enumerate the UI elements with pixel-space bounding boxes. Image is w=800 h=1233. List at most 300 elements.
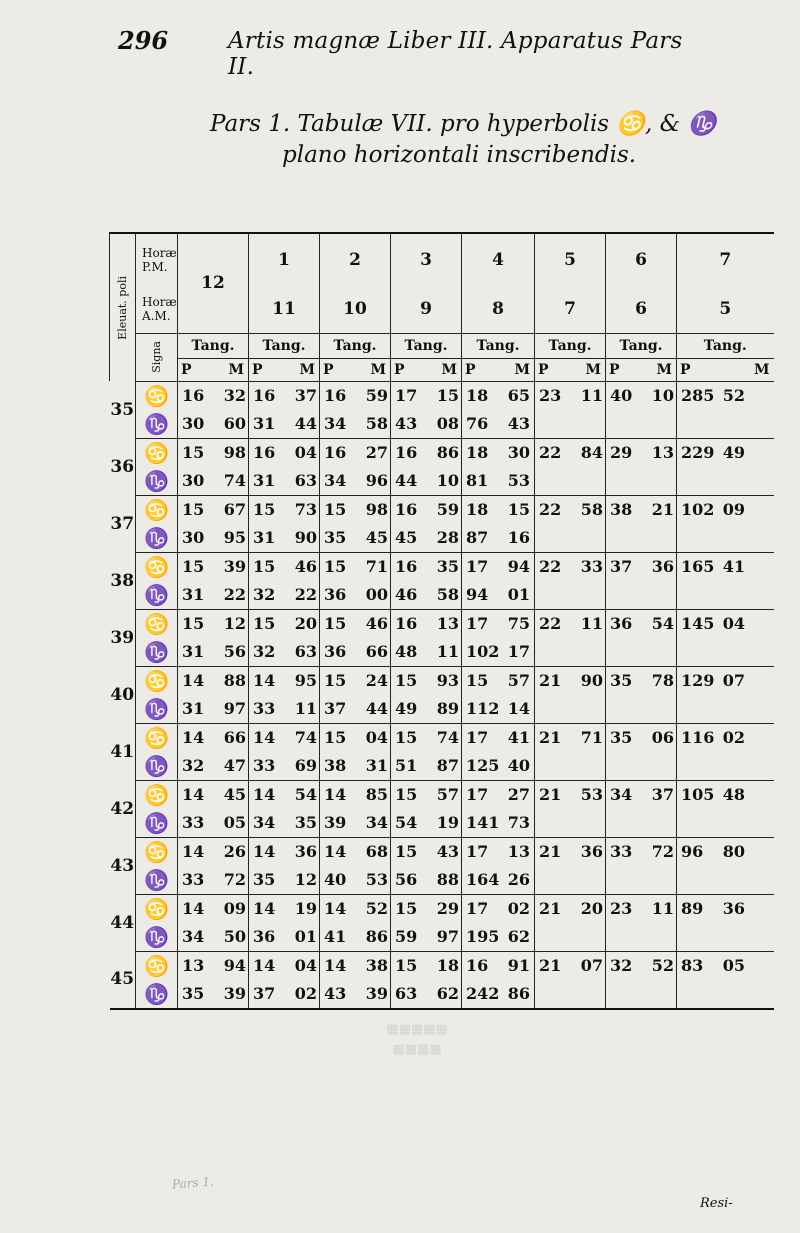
table-cell	[178, 923, 249, 952]
pm-header	[249, 358, 320, 381]
degrees-value: 22	[539, 557, 562, 576]
pm-header	[462, 358, 535, 381]
table-cell	[178, 951, 249, 980]
table-cell	[178, 609, 249, 638]
degrees-value: 33	[610, 842, 633, 861]
minutes-value: 07	[722, 671, 745, 690]
table-cell	[535, 980, 606, 1009]
table-cell	[462, 951, 535, 980]
degrees-value: 14	[253, 785, 276, 804]
tang-header: Tang.	[391, 333, 462, 358]
cancer-sign: ♋	[136, 666, 178, 695]
degrees-value: 31	[253, 414, 276, 433]
table-cell	[677, 638, 774, 667]
degrees-value: 40	[610, 386, 633, 405]
degrees-value: 116	[681, 728, 715, 747]
table-cell	[178, 552, 249, 581]
table-cell	[249, 894, 320, 923]
table-cell	[178, 381, 249, 410]
table-cell	[677, 666, 774, 695]
degrees-value: 29	[610, 443, 633, 462]
table-cell	[320, 638, 391, 667]
degrees-value: 14	[182, 728, 205, 747]
minutes-value: 27	[365, 443, 388, 462]
degrees-value: 15	[395, 899, 418, 918]
tang-header: Tang.	[535, 333, 606, 358]
degrees-value: 14	[324, 899, 347, 918]
table-cell	[178, 780, 249, 809]
table-cell	[535, 581, 606, 610]
pm-header	[606, 358, 677, 381]
degrees-value: 15	[253, 614, 276, 633]
hour-pm-1: 1	[249, 233, 320, 285]
minutes-value: 90	[580, 671, 603, 690]
table-cell	[249, 980, 320, 1009]
table-cell	[249, 923, 320, 952]
minutes-value: 36	[722, 899, 745, 918]
table-cell	[249, 866, 320, 895]
minutes-value: 41	[722, 557, 745, 576]
table-cell	[320, 866, 391, 895]
elevation-value: 45	[110, 969, 135, 990]
hour-pm-2: 2	[320, 233, 391, 285]
degrees-value: 16	[182, 386, 205, 405]
minutes-value: 73	[294, 500, 317, 519]
degrees-value: 16	[253, 443, 276, 462]
degrees-value: 17	[466, 785, 489, 804]
table-cell	[535, 752, 606, 781]
minutes-value: 75	[507, 614, 530, 633]
table-cell	[391, 410, 462, 439]
degrees-value: 285	[681, 386, 715, 405]
degrees-value: 32	[253, 585, 276, 604]
degrees-value: 30	[182, 528, 205, 547]
degrees-value: 16	[395, 557, 418, 576]
table-cell	[606, 980, 677, 1009]
degrees-value: 14	[324, 785, 347, 804]
minutes-value: 38	[365, 956, 388, 975]
minutes-value: 39	[365, 984, 388, 1003]
table-cell	[178, 866, 249, 895]
table-cell	[677, 752, 774, 781]
minutes-value: 35	[294, 813, 317, 832]
minutes-value: 11	[651, 899, 674, 918]
table-cell	[606, 438, 677, 467]
minutes-value: 02	[722, 728, 745, 747]
minutes-value: 56	[223, 642, 246, 661]
minutes-value: 43	[507, 414, 530, 433]
minutes-value: 60	[223, 414, 246, 433]
degrees-value: 17	[466, 728, 489, 747]
degrees-value: 14	[253, 842, 276, 861]
table-cell	[320, 951, 391, 980]
minutes-value: 54	[294, 785, 317, 804]
p-label: P	[465, 361, 476, 378]
minutes-value: 46	[365, 614, 388, 633]
table-cell	[462, 837, 535, 866]
degrees-value: 46	[395, 585, 418, 604]
table-cell	[178, 524, 249, 553]
elevatio-header-cell	[110, 233, 136, 381]
library-stamp-faded: ▦▦▦▦▦ ▦▦▦▦	[386, 1022, 448, 1057]
degrees-value: 34	[324, 414, 347, 433]
degrees-value: 15	[324, 500, 347, 519]
minutes-value: 28	[436, 528, 459, 547]
minutes-value: 74	[223, 471, 246, 490]
table-cell	[249, 467, 320, 496]
degrees-value: 15	[253, 557, 276, 576]
minutes-value: 01	[294, 927, 317, 946]
tang-header: Tang.	[178, 333, 249, 358]
table-cell	[178, 837, 249, 866]
cancer-sign: ♋	[136, 609, 178, 638]
degrees-value: 35	[182, 984, 205, 1003]
table-cell	[535, 951, 606, 980]
table-cell	[391, 980, 462, 1009]
minutes-value: 13	[651, 443, 674, 462]
table-cell	[391, 495, 462, 524]
table-cell	[249, 951, 320, 980]
minutes-value: 63	[294, 471, 317, 490]
degrees-value: 15	[182, 614, 205, 633]
minutes-value: 88	[436, 870, 459, 889]
degrees-value: 21	[539, 785, 562, 804]
minutes-value: 01	[507, 585, 530, 604]
degrees-value: 15	[395, 956, 418, 975]
table-cell	[462, 638, 535, 667]
degrees-value: 36	[324, 642, 347, 661]
running-head-title: Artis magnæ Liber III. Apparatus Pars II.	[228, 28, 683, 80]
minutes-value: 36	[294, 842, 317, 861]
hours-am-label: Horæ A.M.	[136, 285, 178, 333]
minutes-value: 09	[722, 500, 745, 519]
signa-header-cell	[136, 333, 178, 381]
capricorn-sign: ♑	[136, 638, 178, 667]
minutes-value: 21	[651, 500, 674, 519]
table-cell	[535, 638, 606, 667]
degrees-value: 17	[466, 899, 489, 918]
degrees-value: 39	[324, 813, 347, 832]
minutes-value: 15	[507, 500, 530, 519]
hour-12-cell: 12	[178, 233, 249, 333]
table-cell	[606, 552, 677, 581]
minutes-value: 48	[722, 785, 745, 804]
table-cell	[391, 524, 462, 553]
table-cell	[535, 837, 606, 866]
table-cell	[178, 638, 249, 667]
elevation-value: 44	[110, 912, 135, 933]
table-cell	[462, 581, 535, 610]
degrees-value: 41	[324, 927, 347, 946]
table-cell	[249, 752, 320, 781]
running-header	[118, 26, 698, 80]
minutes-value: 04	[365, 728, 388, 747]
table-title-line-1: Pars 1. Tabulæ VII. pro hyperbolis ♋, & ♑	[210, 111, 717, 137]
minutes-value: 67	[223, 500, 246, 519]
cancer-sign: ♋	[136, 951, 178, 980]
capricorn-sign: ♑	[136, 809, 178, 838]
elevation-value: 39	[110, 627, 135, 648]
table-cell	[320, 809, 391, 838]
degrees-value: 37	[324, 699, 347, 718]
table-cell	[391, 638, 462, 667]
table-cell	[320, 780, 391, 809]
p-label: P	[680, 361, 691, 378]
minutes-value: 45	[223, 785, 246, 804]
degrees-value: 37	[610, 557, 633, 576]
table-cell	[677, 980, 774, 1009]
minutes-value: 31	[365, 756, 388, 775]
table-cell	[677, 894, 774, 923]
table-cell	[462, 780, 535, 809]
minutes-value: 35	[436, 557, 459, 576]
table-cell	[249, 581, 320, 610]
cancer-sign: ♋	[136, 894, 178, 923]
table-cell	[178, 495, 249, 524]
degrees-value: 35	[610, 728, 633, 747]
minutes-value: 52	[651, 956, 674, 975]
table-cell	[462, 723, 535, 752]
minutes-value: 19	[436, 813, 459, 832]
table-cell	[677, 695, 774, 724]
table-cell	[249, 666, 320, 695]
degrees-value: 38	[610, 500, 633, 519]
degrees-value: 15	[395, 728, 418, 747]
degrees-value: 14	[324, 956, 347, 975]
minutes-value: 45	[365, 528, 388, 547]
capricorn-sign: ♑	[136, 923, 178, 952]
hour-am-6: 6	[606, 285, 677, 333]
degrees-value: 15	[182, 443, 205, 462]
degrees-value: 15	[324, 728, 347, 747]
hour-am-5: 5	[677, 285, 774, 333]
degrees-value: 36	[253, 927, 276, 946]
degrees-value: 21	[539, 956, 562, 975]
table-cell	[249, 837, 320, 866]
elevation-value: 36	[110, 456, 135, 477]
minutes-value: 06	[651, 728, 674, 747]
degrees-value: 141	[466, 813, 500, 832]
table-cell	[677, 951, 774, 980]
degrees-value: 16	[395, 614, 418, 633]
degrees-value: 15	[324, 614, 347, 633]
minutes-value: 22	[223, 585, 246, 604]
minutes-value: 36	[651, 557, 674, 576]
hyperbola-table	[109, 232, 774, 1010]
minutes-value: 87	[436, 756, 459, 775]
degrees-value: 43	[324, 984, 347, 1003]
table-cell	[249, 695, 320, 724]
table-cell	[606, 923, 677, 952]
table-cell	[391, 609, 462, 638]
degrees-value: 18	[466, 443, 489, 462]
table-cell	[249, 410, 320, 439]
table-cell	[391, 923, 462, 952]
tang-header: Tang.	[249, 333, 320, 358]
table-cell	[535, 666, 606, 695]
degrees-value: 30	[182, 471, 205, 490]
minutes-value: 58	[365, 414, 388, 433]
table-cell	[677, 609, 774, 638]
minutes-value: 27	[507, 785, 530, 804]
table-cell	[677, 809, 774, 838]
table-cell	[462, 609, 535, 638]
table-cell	[320, 752, 391, 781]
degrees-value: 33	[182, 813, 205, 832]
degrees-value: 15	[395, 785, 418, 804]
minutes-value: 46	[294, 557, 317, 576]
degrees-value: 14	[182, 671, 205, 690]
minutes-value: 32	[223, 386, 246, 405]
table-cell	[320, 837, 391, 866]
degrees-value: 22	[539, 500, 562, 519]
minutes-value: 08	[436, 414, 459, 433]
p-label: P	[252, 361, 263, 378]
table-cell	[677, 524, 774, 553]
cancer-sign: ♋	[136, 780, 178, 809]
cancer-sign: ♋	[136, 438, 178, 467]
table-cell	[535, 923, 606, 952]
degrees-value: 34	[324, 471, 347, 490]
degrees-value: 16	[253, 386, 276, 405]
table-cell	[320, 438, 391, 467]
degrees-value: 31	[182, 699, 205, 718]
elevation-value: 41	[110, 741, 135, 762]
minutes-value: 10	[651, 386, 674, 405]
m-label: M	[299, 361, 315, 378]
table-cell	[462, 894, 535, 923]
table-cell	[178, 410, 249, 439]
minutes-value: 63	[294, 642, 317, 661]
table-cell	[320, 980, 391, 1009]
degrees-value: 15	[182, 557, 205, 576]
hour-am-7: 7	[535, 285, 606, 333]
hour-pm-3: 3	[391, 233, 462, 285]
table-cell	[391, 780, 462, 809]
minutes-value: 86	[436, 443, 459, 462]
minutes-value: 57	[436, 785, 459, 804]
pm-header	[178, 358, 249, 381]
minutes-value: 44	[365, 699, 388, 718]
degrees-value: 44	[395, 471, 418, 490]
minutes-value: 04	[294, 956, 317, 975]
table-cell	[535, 809, 606, 838]
tang-header: Tang.	[606, 333, 677, 358]
table-cell	[320, 609, 391, 638]
minutes-value: 24	[365, 671, 388, 690]
table-cell	[535, 552, 606, 581]
cancer-sign: ♋	[136, 495, 178, 524]
table-cell	[391, 752, 462, 781]
table-cell	[677, 723, 774, 752]
table-cell	[178, 438, 249, 467]
degrees-value: 38	[324, 756, 347, 775]
degrees-value: 89	[681, 899, 704, 918]
table-cell	[535, 609, 606, 638]
cancer-sign: ♋	[136, 837, 178, 866]
degrees-value: 31	[253, 471, 276, 490]
minutes-value: 54	[651, 614, 674, 633]
table-cell	[462, 552, 535, 581]
table-cell	[320, 695, 391, 724]
table-cell	[535, 894, 606, 923]
table-cell	[606, 866, 677, 895]
degrees-value: 81	[466, 471, 489, 490]
table-title-line-2: plano horizontali inscribendis.	[282, 142, 637, 168]
table-cell	[249, 809, 320, 838]
degrees-value: 14	[182, 899, 205, 918]
degrees-value: 22	[539, 614, 562, 633]
degrees-value: 16	[395, 500, 418, 519]
table-cell	[391, 866, 462, 895]
degrees-value: 15	[395, 671, 418, 690]
minutes-value: 16	[507, 528, 530, 547]
degrees-value: 15	[324, 671, 347, 690]
hour-pm-4: 4	[462, 233, 535, 285]
minutes-value: 53	[365, 870, 388, 889]
m-label: M	[228, 361, 244, 378]
table-cell	[391, 809, 462, 838]
table-cell	[606, 894, 677, 923]
minutes-value: 12	[294, 870, 317, 889]
table-cell	[178, 695, 249, 724]
p-label: P	[181, 361, 192, 378]
degrees-value: 21	[539, 899, 562, 918]
minutes-value: 59	[365, 386, 388, 405]
table-cell	[249, 638, 320, 667]
page-number: 296	[118, 26, 169, 55]
minutes-value: 53	[580, 785, 603, 804]
table-cell	[249, 438, 320, 467]
hour-am-11: 11	[249, 285, 320, 333]
minutes-value: 44	[294, 414, 317, 433]
table-cell	[178, 752, 249, 781]
table-cell	[320, 495, 391, 524]
degrees-value: 14	[253, 671, 276, 690]
cancer-sign: ♋	[136, 381, 178, 410]
minutes-value: 66	[223, 728, 246, 747]
table-cell	[320, 552, 391, 581]
hour-pm-7: 7	[677, 233, 774, 285]
degrees-value: 242	[466, 984, 500, 1003]
degrees-value: 94	[466, 585, 489, 604]
degrees-value: 14	[182, 785, 205, 804]
minutes-value: 73	[507, 813, 530, 832]
minutes-value: 57	[507, 671, 530, 690]
table-cell	[677, 467, 774, 496]
minutes-value: 52	[365, 899, 388, 918]
degrees-value: 30	[182, 414, 205, 433]
degrees-value: 21	[539, 842, 562, 861]
table-cell	[606, 410, 677, 439]
degrees-value: 23	[539, 386, 562, 405]
table-cell	[606, 780, 677, 809]
degrees-value: 14	[253, 728, 276, 747]
minutes-value: 98	[223, 443, 246, 462]
degrees-value: 21	[539, 728, 562, 747]
capricorn-sign: ♑	[136, 752, 178, 781]
elevatio-label: Eleuat. poli	[116, 275, 129, 340]
degrees-value: 32	[610, 956, 633, 975]
degrees-value: 34	[253, 813, 276, 832]
capricorn-sign: ♑	[136, 695, 178, 724]
signa-label: Signa	[150, 341, 163, 373]
minutes-value: 53	[507, 471, 530, 490]
elevation-value: 42	[110, 798, 135, 819]
degrees-value: 31	[182, 585, 205, 604]
minutes-value: 09	[223, 899, 246, 918]
table-cell	[320, 381, 391, 410]
